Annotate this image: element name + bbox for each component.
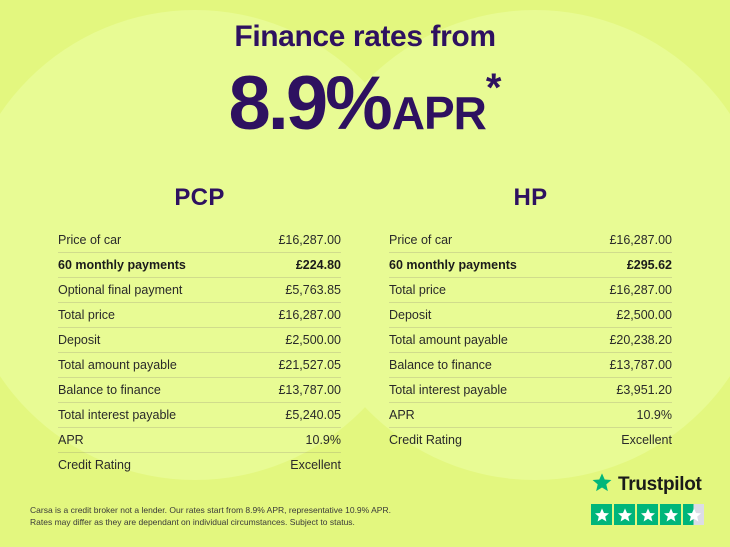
row-label: 60 monthly payments bbox=[58, 258, 186, 272]
row-label: APR bbox=[389, 408, 415, 422]
row-value: £5,763.85 bbox=[285, 283, 341, 297]
row-label: Credit Rating bbox=[389, 433, 462, 447]
row-value: £20,238.20 bbox=[609, 333, 672, 347]
row-label: Price of car bbox=[58, 233, 122, 247]
disclaimer-line-1: Carsa is a credit broker not a lender. Our rates start from 8.9% APR, representative 10.9% APR. bbox=[30, 504, 391, 515]
finance-table-hp bbox=[365, 184, 672, 477]
row-label: APR bbox=[58, 433, 84, 447]
row-label: Deposit bbox=[389, 308, 432, 322]
trustpilot-badge[interactable] bbox=[591, 472, 704, 525]
row-label: Credit Rating bbox=[58, 458, 131, 472]
table-row bbox=[58, 403, 341, 428]
trustpilot-star-icon bbox=[591, 472, 613, 498]
rate-asterisk: * bbox=[485, 66, 502, 110]
row-value: £16,287.00 bbox=[609, 233, 672, 247]
table-row bbox=[389, 253, 672, 278]
row-label: Total amount payable bbox=[389, 333, 508, 347]
table-row bbox=[58, 253, 341, 278]
row-label: Balance to finance bbox=[389, 358, 492, 372]
hp-title: HP bbox=[513, 184, 548, 211]
row-value: 10.9% bbox=[636, 408, 672, 422]
row-label: Optional final payment bbox=[58, 283, 183, 297]
row-value: £21,527.05 bbox=[278, 358, 341, 372]
table-row bbox=[58, 378, 341, 403]
rate-unit: APR bbox=[391, 87, 486, 139]
table-row bbox=[389, 403, 672, 428]
row-label: Total amount payable bbox=[58, 358, 177, 372]
row-label: 60 monthly payments bbox=[389, 258, 517, 272]
table-row bbox=[389, 353, 672, 378]
rating-star-icon bbox=[591, 504, 612, 525]
row-value: £16,287.00 bbox=[278, 233, 341, 247]
trustpilot-name: Trustpilot bbox=[618, 474, 702, 495]
table-row bbox=[58, 353, 341, 378]
rate-value: 8.9% bbox=[228, 61, 390, 146]
rating-half-star-icon bbox=[683, 504, 704, 525]
table-row bbox=[389, 428, 672, 452]
row-value: Excellent bbox=[621, 433, 672, 447]
disclaimer bbox=[30, 504, 391, 530]
rate-headline bbox=[0, 61, 730, 146]
table-row bbox=[389, 278, 672, 303]
table-row bbox=[58, 278, 341, 303]
row-label: Deposit bbox=[58, 333, 101, 347]
row-label: Price of car bbox=[389, 233, 453, 247]
row-value: Excellent bbox=[290, 458, 341, 472]
row-label: Total interest payable bbox=[58, 408, 177, 422]
row-value: £2,500.00 bbox=[616, 308, 672, 322]
finance-tables bbox=[0, 184, 730, 477]
disclaimer-line-2: Rates may differ as they are dependant on individual circumstances. Subject to status. bbox=[30, 517, 355, 528]
row-label: Balance to finance bbox=[58, 383, 161, 397]
rating-star-icon bbox=[637, 504, 658, 525]
page-title: Finance rates from bbox=[234, 20, 496, 53]
table-row bbox=[58, 328, 341, 353]
finance-table-pcp bbox=[58, 184, 365, 477]
rating-star-icon bbox=[660, 504, 681, 525]
table-row bbox=[58, 453, 341, 477]
rating-star-icon bbox=[614, 504, 635, 525]
row-value: £13,787.00 bbox=[278, 383, 341, 397]
row-value: £224.80 bbox=[295, 258, 341, 272]
row-value: 10.9% bbox=[305, 433, 341, 447]
row-value: £16,287.00 bbox=[278, 308, 341, 322]
trustpilot-logo bbox=[591, 472, 704, 498]
table-row bbox=[58, 228, 341, 253]
row-label: Total interest payable bbox=[389, 383, 508, 397]
table-row bbox=[389, 303, 672, 328]
table-row bbox=[389, 378, 672, 403]
row-label: Total price bbox=[389, 283, 446, 297]
trustpilot-rating bbox=[591, 504, 704, 525]
table-row bbox=[389, 228, 672, 253]
row-value: £295.62 bbox=[626, 258, 672, 272]
pcp-title: PCP bbox=[174, 184, 225, 211]
row-label: Total price bbox=[58, 308, 115, 322]
row-value: £16,287.00 bbox=[609, 283, 672, 297]
row-value: £5,240.05 bbox=[285, 408, 341, 422]
table-row bbox=[58, 428, 341, 453]
row-value: £13,787.00 bbox=[609, 358, 672, 372]
row-value: £2,500.00 bbox=[285, 333, 341, 347]
row-value: £3,951.20 bbox=[616, 383, 672, 397]
table-row bbox=[389, 328, 672, 353]
table-row bbox=[58, 303, 341, 328]
